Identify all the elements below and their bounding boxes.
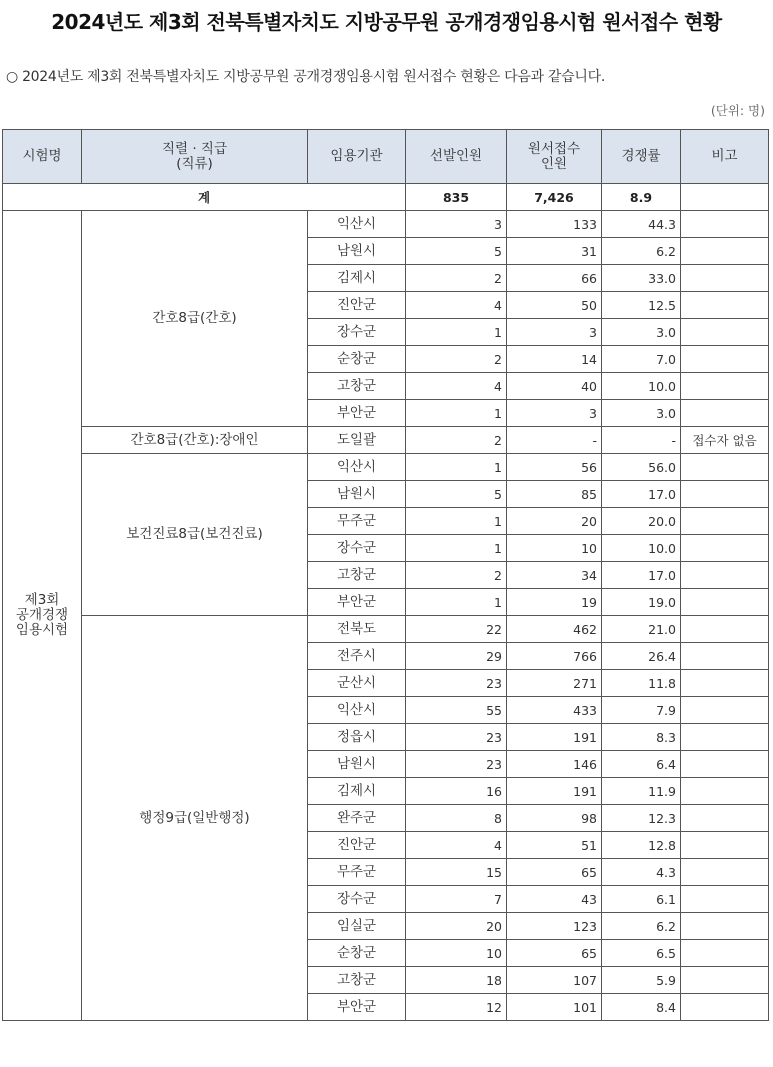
note-cell — [681, 535, 769, 562]
applicants-cell: 66 — [507, 265, 602, 292]
note-cell — [681, 508, 769, 535]
quota-cell: 7 — [406, 886, 507, 913]
quota-cell: 29 — [406, 643, 507, 670]
unit-label: (단위: 명) — [710, 103, 765, 118]
quota-cell: 1 — [406, 400, 507, 427]
table-row — [3, 211, 769, 238]
quota-cell: 4 — [406, 832, 507, 859]
table-row — [3, 454, 769, 481]
note-cell — [681, 373, 769, 400]
header-agency: 임용기관 — [308, 130, 406, 184]
ratio-cell: 7.0 — [602, 346, 681, 373]
applicants-cell: 56 — [507, 454, 602, 481]
ratio-cell: 56.0 — [602, 454, 681, 481]
agency-cell: 부안군 — [308, 400, 406, 427]
agency-cell: 고창군 — [308, 562, 406, 589]
ratio-cell: 8.4 — [602, 994, 681, 1021]
applicants-cell: 31 — [507, 238, 602, 265]
ratio-cell: 12.5 — [602, 292, 681, 319]
total-applicants: 7,426 — [507, 184, 602, 211]
applicants-cell: 191 — [507, 724, 602, 751]
page-title: 2024년도 제3회 전북특별자치도 지방공무원 공개경쟁임용시험 원서접수 현황 — [51, 10, 722, 34]
applicants-cell: 50 — [507, 292, 602, 319]
quota-cell: 23 — [406, 670, 507, 697]
agency-cell: 군산시 — [308, 670, 406, 697]
agency-cell: 익산시 — [308, 697, 406, 724]
exam-name-line: 공개경쟁 — [15, 607, 69, 623]
applicants-cell: 3 — [507, 319, 602, 346]
applicants-cell: 20 — [507, 508, 602, 535]
header-ratio: 경쟁률 — [602, 130, 681, 184]
exam-name-cell — [3, 211, 82, 1021]
note-cell — [681, 751, 769, 778]
total-ratio: 8.9 — [602, 184, 681, 211]
applicants-cell: 51 — [507, 832, 602, 859]
quota-cell: 5 — [406, 238, 507, 265]
note-cell — [681, 643, 769, 670]
quota-cell: 1 — [406, 454, 507, 481]
agency-cell: 고창군 — [308, 373, 406, 400]
quota-cell: 55 — [406, 697, 507, 724]
quota-cell: 18 — [406, 967, 507, 994]
agency-cell: 순창군 — [308, 940, 406, 967]
quota-cell: 4 — [406, 373, 507, 400]
position-cell: 간호8급(간호):장애인 — [82, 427, 308, 454]
note-cell — [681, 238, 769, 265]
header-exam: 시험명 — [3, 130, 82, 184]
ratio-cell: 20.0 — [602, 508, 681, 535]
quota-cell: 23 — [406, 724, 507, 751]
ratio-cell: 11.9 — [602, 778, 681, 805]
applicants-cell: 133 — [507, 211, 602, 238]
agency-cell: 완주군 — [308, 805, 406, 832]
quota-cell: 2 — [406, 562, 507, 589]
applicants-cell: 65 — [507, 859, 602, 886]
agency-cell: 장수군 — [308, 319, 406, 346]
note-cell — [681, 832, 769, 859]
note-cell — [681, 292, 769, 319]
quota-cell: 1 — [406, 535, 507, 562]
position-cell: 간호8급(간호) — [82, 211, 308, 427]
note-cell — [681, 724, 769, 751]
note-cell — [681, 616, 769, 643]
ratio-cell: 5.9 — [602, 967, 681, 994]
quota-cell: 15 — [406, 859, 507, 886]
note-cell — [681, 265, 769, 292]
applicants-cell: 191 — [507, 778, 602, 805]
applicants-cell: 10 — [507, 535, 602, 562]
header-applicants-line1: 원서접수 — [527, 140, 581, 157]
header-note: 비고 — [681, 130, 769, 184]
agency-cell: 남원시 — [308, 238, 406, 265]
agency-cell: 무주군 — [308, 508, 406, 535]
quota-cell: 2 — [406, 265, 507, 292]
header-quota: 선발인원 — [406, 130, 507, 184]
quota-cell: 1 — [406, 508, 507, 535]
total-note — [681, 184, 769, 211]
note-cell — [681, 481, 769, 508]
note-cell — [681, 319, 769, 346]
ratio-cell: 17.0 — [602, 562, 681, 589]
agency-cell: 전주시 — [308, 643, 406, 670]
applicants-cell: 3 — [507, 400, 602, 427]
note-cell — [681, 913, 769, 940]
ratio-cell: 33.0 — [602, 265, 681, 292]
quota-cell: 16 — [406, 778, 507, 805]
total-label: 계 — [3, 184, 406, 211]
note-cell — [681, 940, 769, 967]
note-cell — [681, 886, 769, 913]
applicants-cell: 462 — [507, 616, 602, 643]
ratio-cell: 12.3 — [602, 805, 681, 832]
quota-cell: 1 — [406, 319, 507, 346]
agency-cell: 전북도 — [308, 616, 406, 643]
total-row — [3, 184, 769, 211]
ratio-cell: 12.8 — [602, 832, 681, 859]
ratio-cell: 4.3 — [602, 859, 681, 886]
agency-cell: 남원시 — [308, 481, 406, 508]
quota-cell: 12 — [406, 994, 507, 1021]
quota-cell: 1 — [406, 589, 507, 616]
quota-cell: 8 — [406, 805, 507, 832]
agency-cell: 익산시 — [308, 454, 406, 481]
quota-cell: 23 — [406, 751, 507, 778]
ratio-cell: 6.4 — [602, 751, 681, 778]
applicants-cell: 85 — [507, 481, 602, 508]
agency-cell: 김제시 — [308, 265, 406, 292]
ratio-cell: 26.4 — [602, 643, 681, 670]
applicants-cell: 14 — [507, 346, 602, 373]
ratio-cell: 21.0 — [602, 616, 681, 643]
note-cell — [681, 211, 769, 238]
agency-cell: 부안군 — [308, 994, 406, 1021]
table-row — [3, 427, 769, 454]
agency-cell: 진안군 — [308, 832, 406, 859]
agency-cell: 남원시 — [308, 751, 406, 778]
agency-cell: 고창군 — [308, 967, 406, 994]
agency-cell: 진안군 — [308, 292, 406, 319]
agency-cell: 도일괄 — [308, 427, 406, 454]
quota-cell: 20 — [406, 913, 507, 940]
quota-cell: 10 — [406, 940, 507, 967]
ratio-cell: 44.3 — [602, 211, 681, 238]
applicants-cell: 107 — [507, 967, 602, 994]
applicants-cell: 146 — [507, 751, 602, 778]
note-cell — [681, 670, 769, 697]
applicants-cell: 40 — [507, 373, 602, 400]
position-cell: 보건진료8급(보건진료) — [82, 454, 308, 616]
agency-cell: 장수군 — [308, 535, 406, 562]
ratio-cell: 8.3 — [602, 724, 681, 751]
note-cell — [681, 805, 769, 832]
note-cell — [681, 562, 769, 589]
ratio-cell: 7.9 — [602, 697, 681, 724]
applicants-cell: 101 — [507, 994, 602, 1021]
agency-cell: 무주군 — [308, 859, 406, 886]
note-cell — [681, 454, 769, 481]
ratio-cell: 10.0 — [602, 373, 681, 400]
applicants-cell: 433 — [507, 697, 602, 724]
agency-cell: 순창군 — [308, 346, 406, 373]
note-cell — [681, 778, 769, 805]
ratio-cell: 3.0 — [602, 400, 681, 427]
header-applicants — [507, 130, 602, 184]
table-body — [3, 130, 769, 1021]
agency-cell: 익산시 — [308, 211, 406, 238]
note-cell: 접수자 없음 — [681, 427, 769, 454]
ratio-cell: 6.5 — [602, 940, 681, 967]
note-cell — [681, 589, 769, 616]
applicants-cell: 271 — [507, 670, 602, 697]
quota-cell: 2 — [406, 346, 507, 373]
total-quota: 835 — [406, 184, 507, 211]
applicants-cell: 123 — [507, 913, 602, 940]
application-status-table — [2, 129, 769, 1021]
ratio-cell: 6.2 — [602, 913, 681, 940]
quota-cell: 2 — [406, 427, 507, 454]
ratio-cell: 10.0 — [602, 535, 681, 562]
header-position — [82, 130, 308, 184]
exam-name-line: 임용시험 — [15, 622, 69, 638]
note-cell — [681, 859, 769, 886]
note-cell — [681, 346, 769, 373]
note-cell — [681, 967, 769, 994]
agency-cell: 김제시 — [308, 778, 406, 805]
applicants-cell: - — [507, 427, 602, 454]
header-position-line1: 직렬 · 직급 — [161, 140, 228, 157]
applicants-cell: 19 — [507, 589, 602, 616]
ratio-cell: 6.1 — [602, 886, 681, 913]
intro-text: ○ 2024년도 제3회 전북특별자치도 지방공무원 공개경쟁임용시험 원서접수 현황은 다음과 같습니다. — [6, 69, 605, 85]
header-applicants-line2: 인원 — [540, 155, 568, 172]
agency-cell: 부안군 — [308, 589, 406, 616]
table-row — [3, 616, 769, 643]
ratio-cell: 17.0 — [602, 481, 681, 508]
ratio-cell: - — [602, 427, 681, 454]
applicants-cell: 766 — [507, 643, 602, 670]
ratio-cell: 3.0 — [602, 319, 681, 346]
applicants-cell: 34 — [507, 562, 602, 589]
applicants-cell: 65 — [507, 940, 602, 967]
applicants-cell: 98 — [507, 805, 602, 832]
ratio-cell: 6.2 — [602, 238, 681, 265]
applicants-cell: 43 — [507, 886, 602, 913]
header-row — [3, 130, 769, 184]
agency-cell: 장수군 — [308, 886, 406, 913]
exam-name-line: 제3회 — [24, 592, 60, 608]
header-position-line2: (직류) — [176, 155, 213, 172]
position-cell: 행정9급(일반행정) — [82, 616, 308, 1021]
quota-cell: 22 — [406, 616, 507, 643]
quota-cell: 4 — [406, 292, 507, 319]
agency-cell: 정읍시 — [308, 724, 406, 751]
ratio-cell: 19.0 — [602, 589, 681, 616]
note-cell — [681, 994, 769, 1021]
agency-cell: 임실군 — [308, 913, 406, 940]
ratio-cell: 11.8 — [602, 670, 681, 697]
note-cell — [681, 697, 769, 724]
quota-cell: 5 — [406, 481, 507, 508]
quota-cell: 3 — [406, 211, 507, 238]
note-cell — [681, 400, 769, 427]
